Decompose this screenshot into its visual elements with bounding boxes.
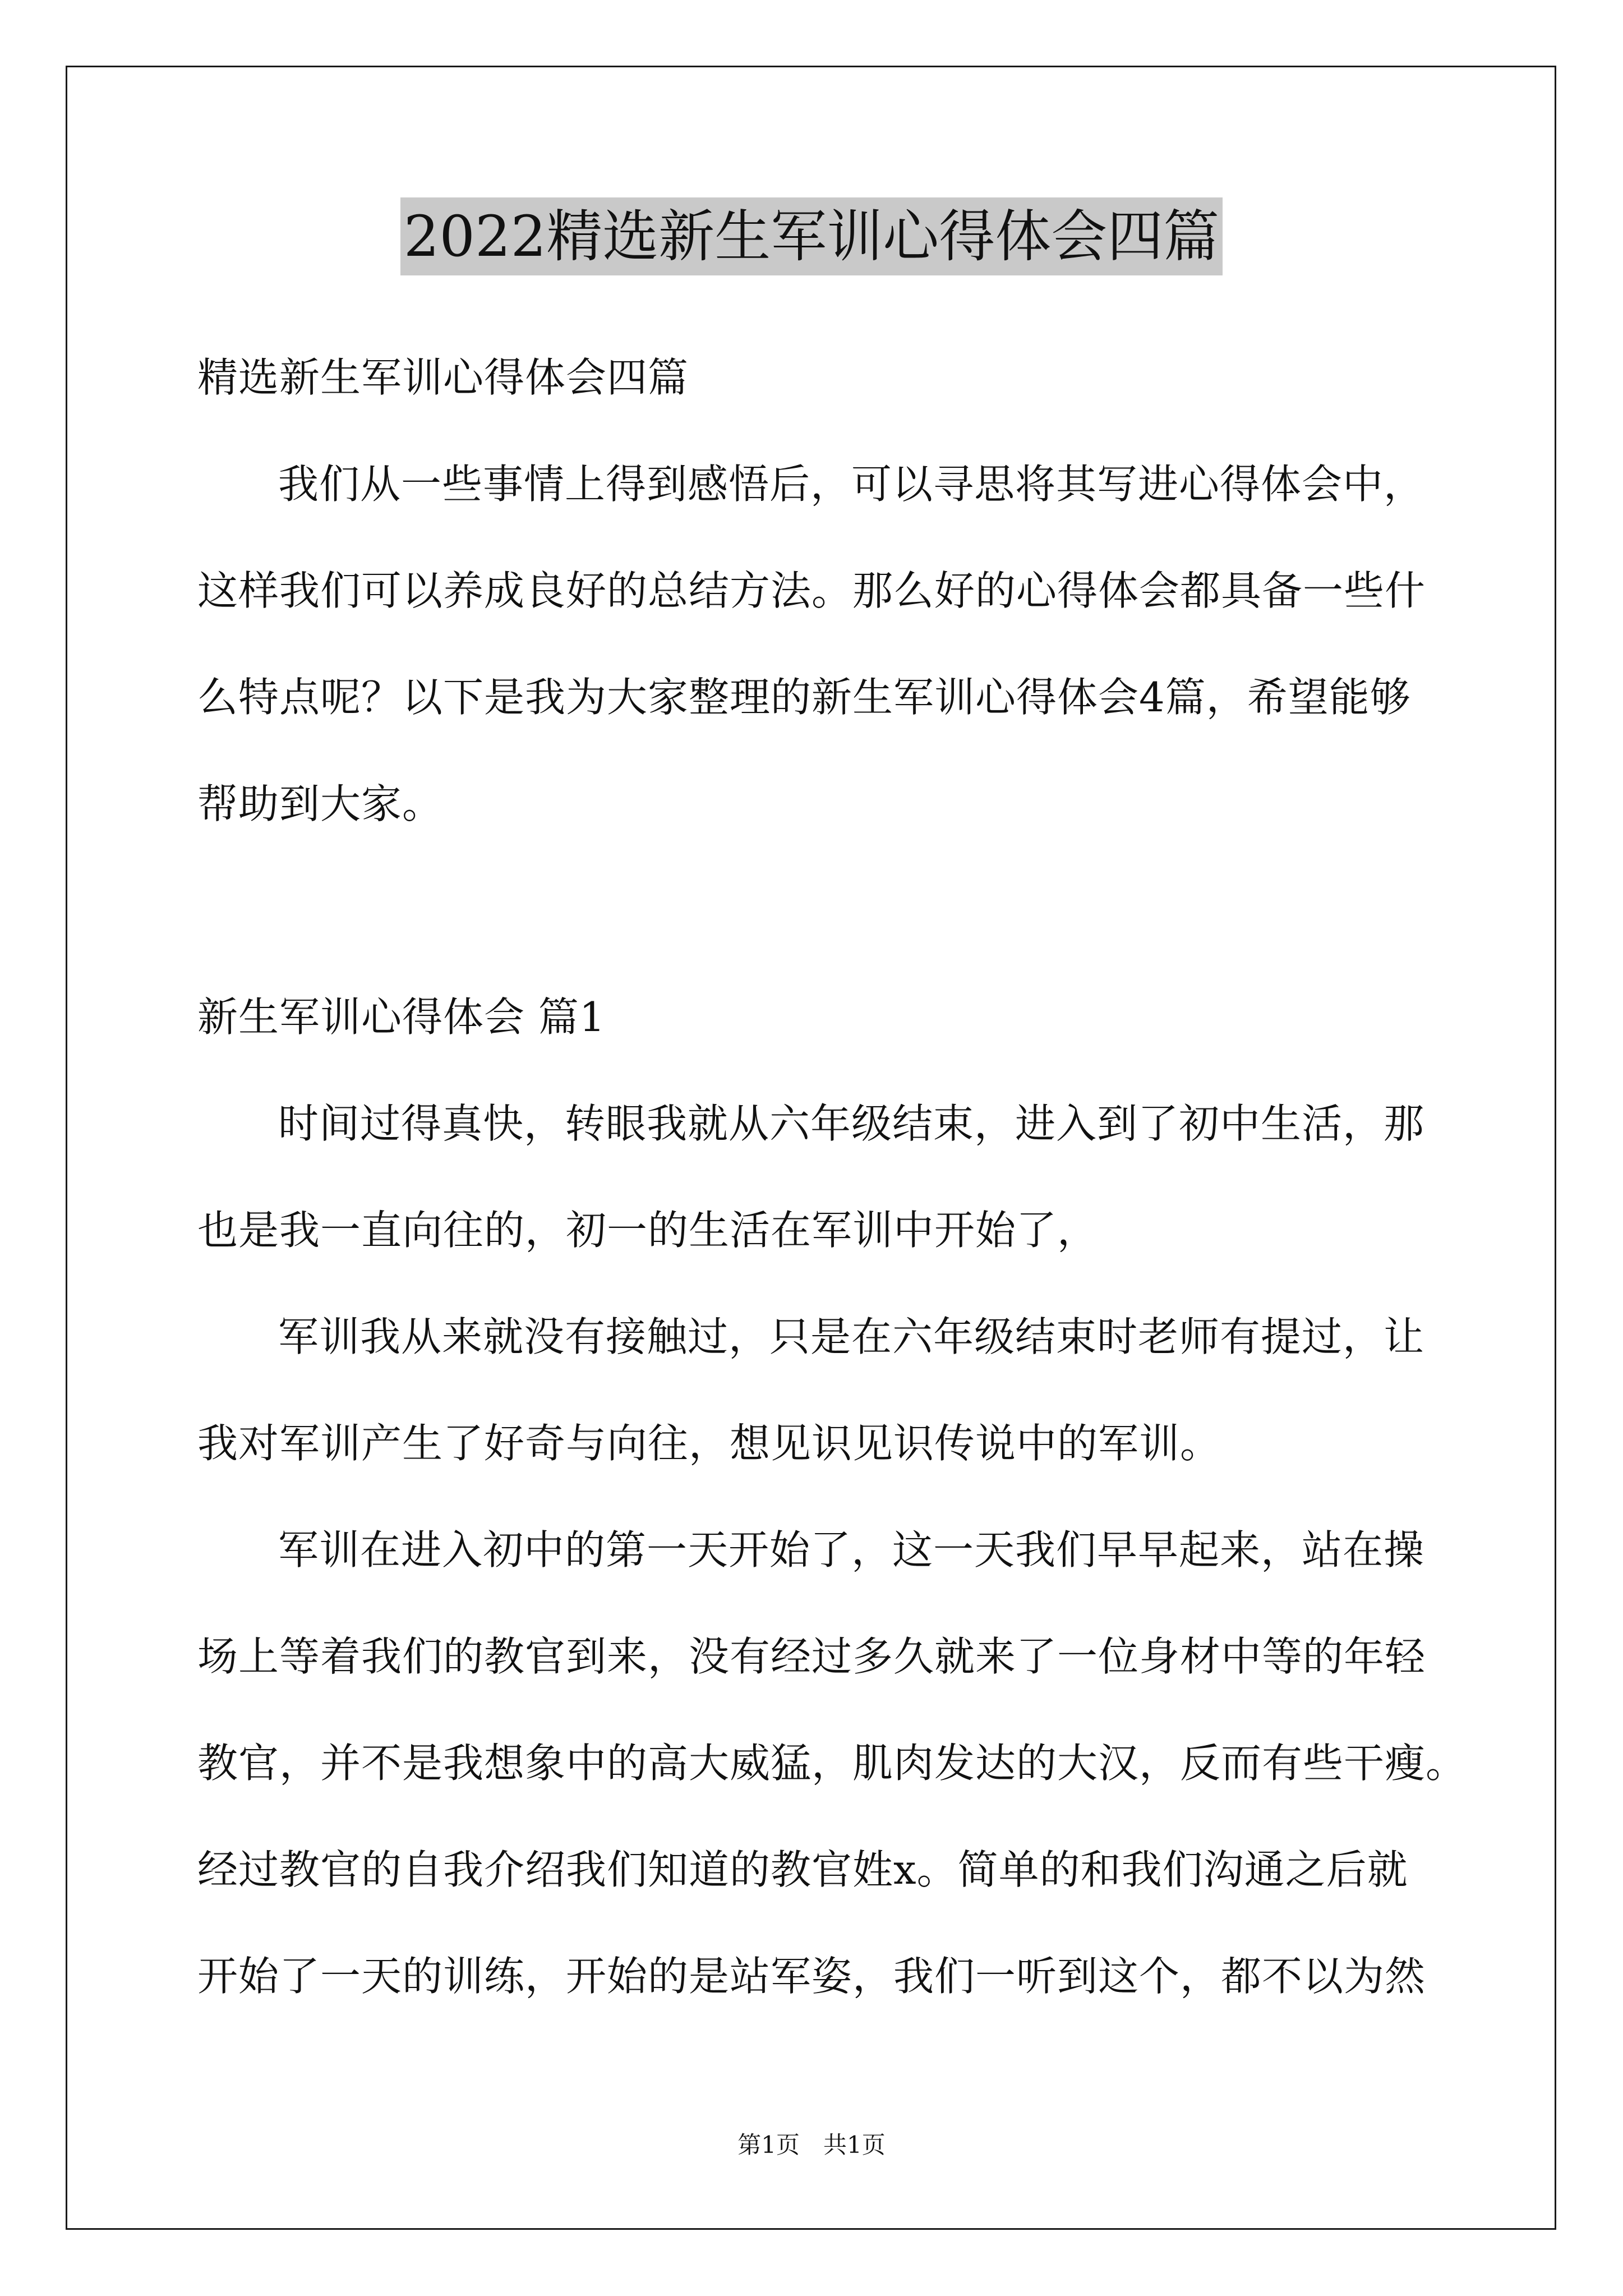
text-line: 也是我一直向往的，初一的生活在军训中开始了， [197,1207,1099,1254]
text-line: 教官，并不是我想象中的高大威猛，肌肉发达的大汉，反而有些干瘦。 [197,1740,1467,1787]
document-title: 2022精选新生军训心得体会四篇 [400,197,1223,275]
text-line: 帮助到大家。 [197,780,444,827]
intro-paragraph [197,431,1532,857]
text-line: 开始了一天的训练，开始的是站军姿，我们一听到这个，都不以为然 [197,1953,1426,2000]
document-subtitle: 精选新生军训心得体会四篇 [197,354,689,401]
text-line: 时间过得真快，转眼我就从六年级结束，进入到了初中生活，那 [278,1100,1425,1147]
text-line: 军训我从来就没有接触过，只是在六年级结束时老师有提过，让 [278,1313,1425,1360]
blank-line [197,857,1532,964]
text-line: 么特点呢？以下是我为大家整理的新生军训心得体会4篇，希望能够 [197,674,1411,721]
text-line: 这样我们可以养成良好的总结方法。那么好的心得体会都具备一些什 [197,567,1426,614]
paragraph [197,1283,1532,1497]
page-number-label: 第1页 共1页 [737,2131,886,2159]
text-line: 军训在进入初中的第一天开始了，这一天我们早早起来，站在操 [278,1526,1425,1573]
text-line: 经过教官的自我介绍我们知道的教官姓x。简单的和我们沟通之后就 [197,1846,1408,1893]
page-footer [0,2132,1623,2159]
title-container [0,197,1623,275]
paragraph [197,1497,1532,2030]
document-body [197,324,1532,2030]
text-line: 我对军训产生了好奇与向往，想见识见识传说中的军训。 [197,1420,1221,1467]
text-line: 我们从一些事情上得到感悟后，可以寻思将其写进心得体会中， [278,461,1425,508]
section-heading: 新生军训心得体会 篇1 [197,993,606,1041]
text-line: 场上等着我们的教官到来，没有经过多久就来了一位身材中等的年轻 [197,1633,1426,1680]
paragraph [197,1070,1532,1283]
